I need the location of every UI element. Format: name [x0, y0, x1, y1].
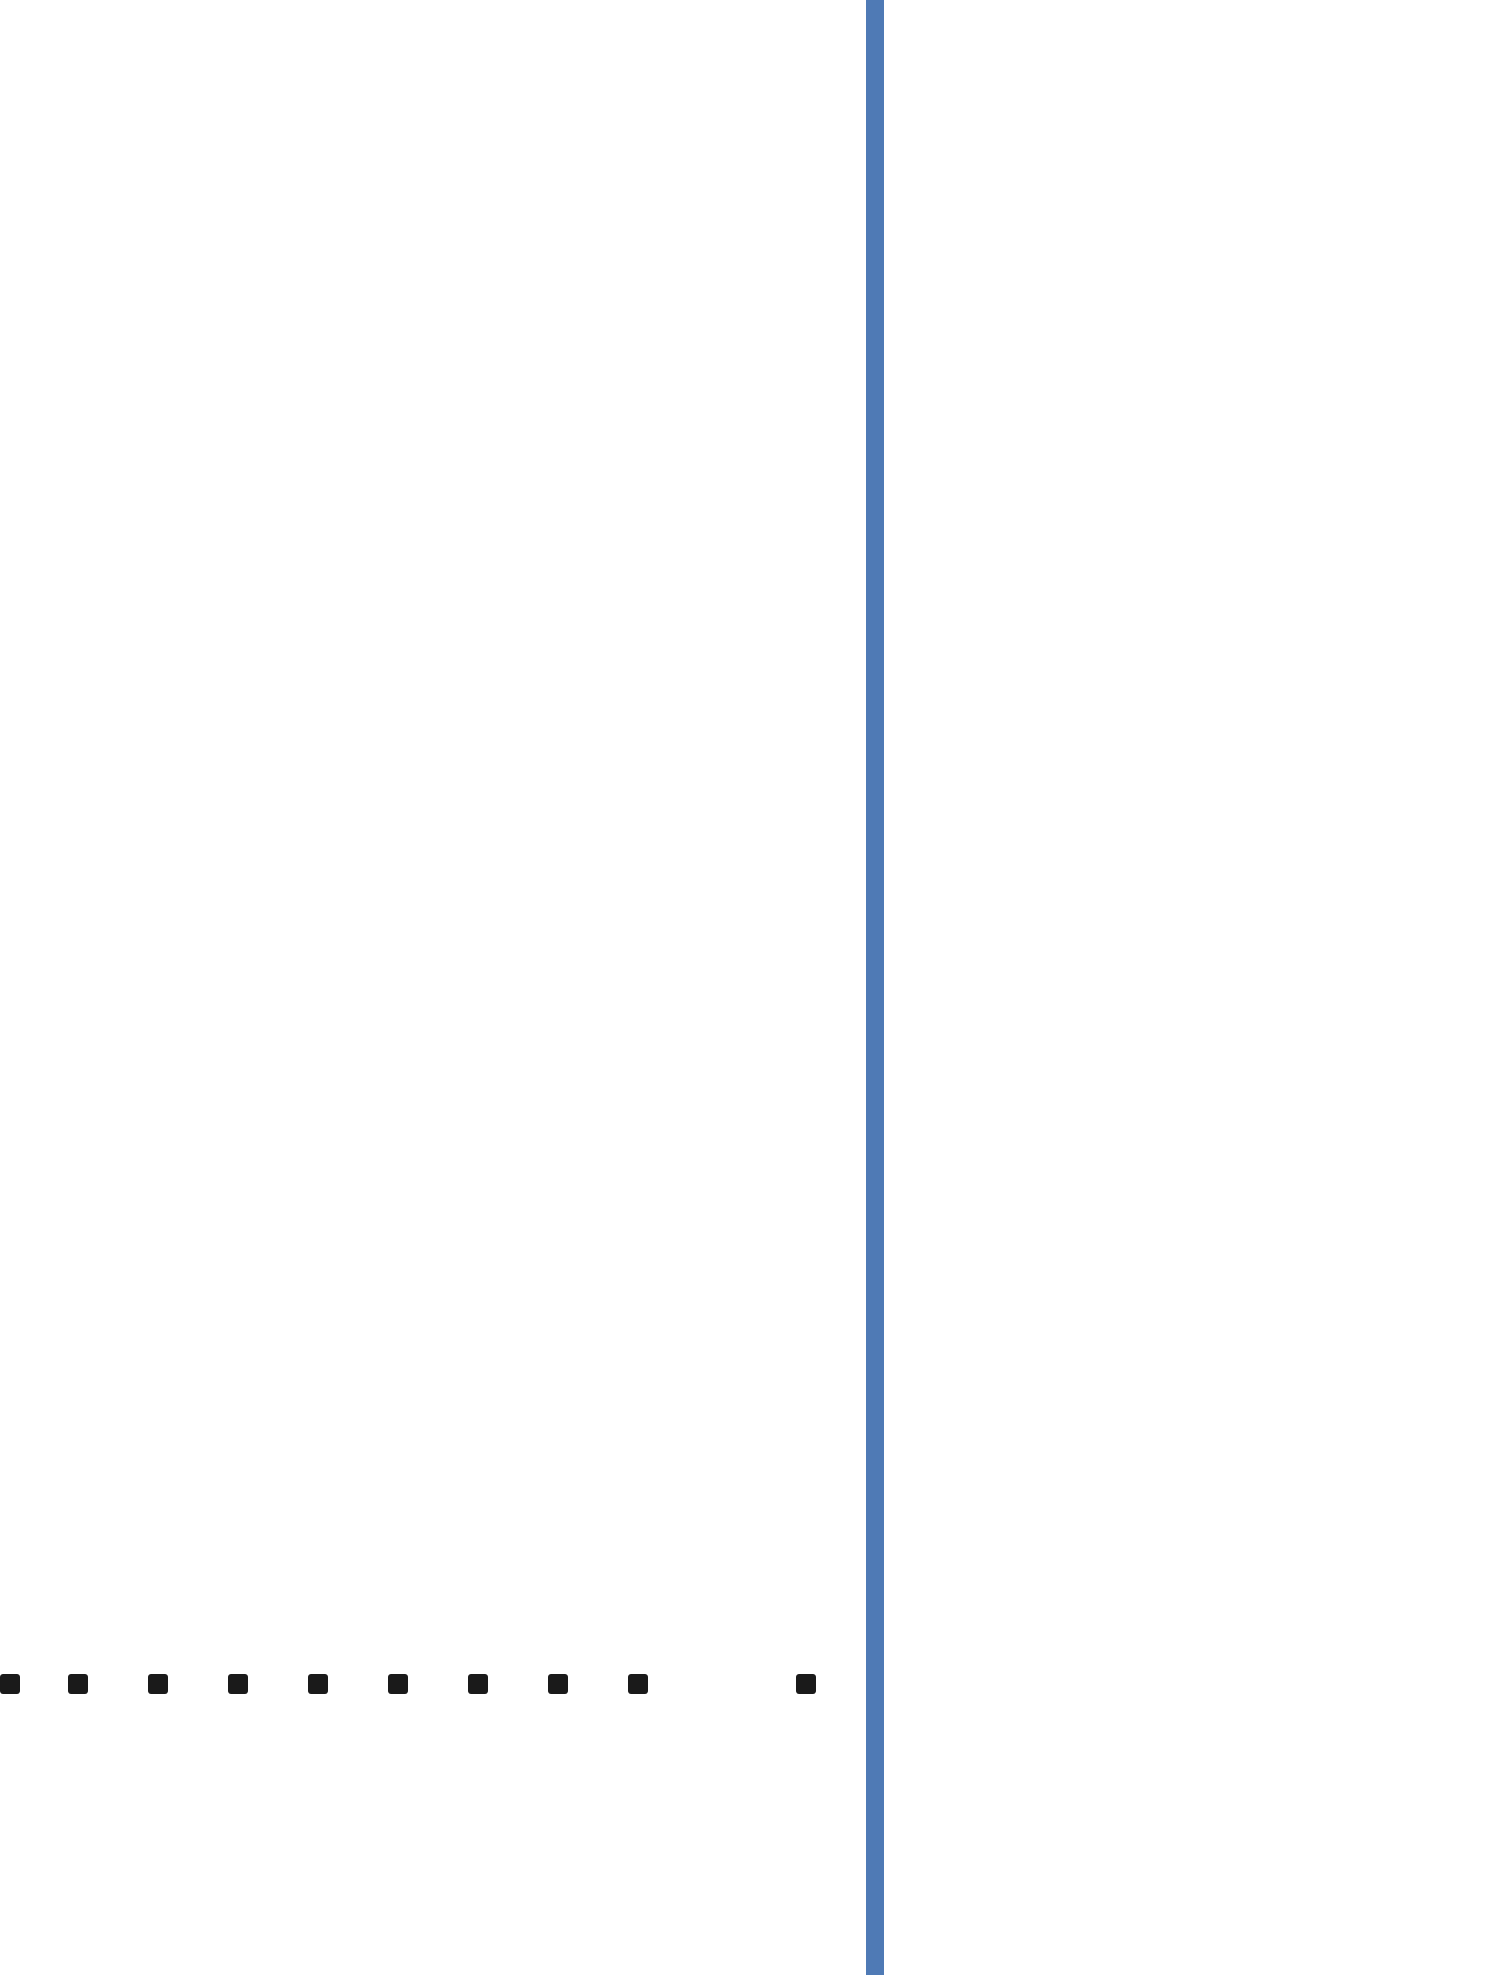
- separator-dot: [548, 1674, 568, 1694]
- column-divider: [866, 0, 884, 1975]
- separator-dot: [388, 1674, 408, 1694]
- separator-dot: [628, 1674, 648, 1694]
- separator-dot: [308, 1674, 328, 1694]
- separator-dot: [148, 1674, 168, 1694]
- separator-dot: [0, 1674, 20, 1694]
- separator-dot: [68, 1674, 88, 1694]
- separator-dot: [796, 1674, 816, 1694]
- section-dot-separator: [0, 1672, 828, 1696]
- separator-dot: [228, 1674, 248, 1694]
- separator-dot: [468, 1674, 488, 1694]
